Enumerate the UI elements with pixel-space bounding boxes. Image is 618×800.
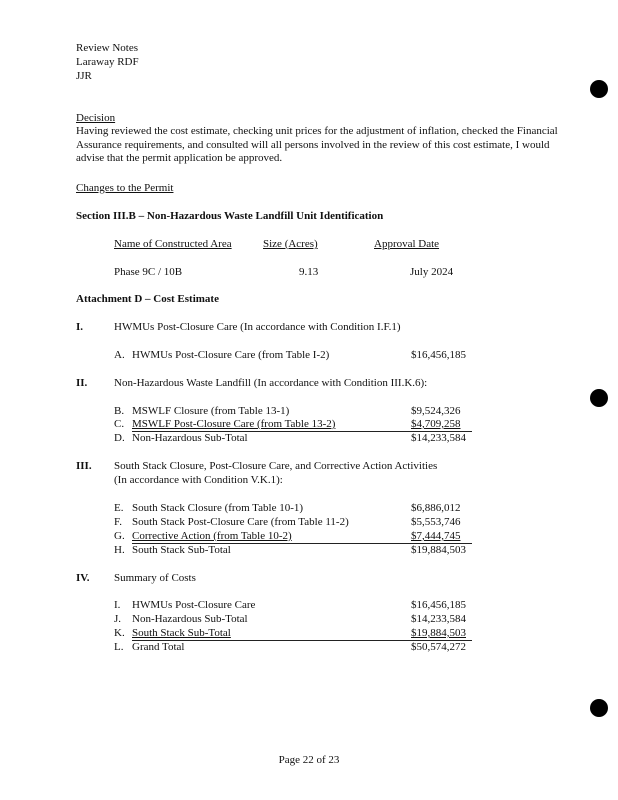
section-i-title: HWMUs Post-Closure Care (In accordance with Condition I.F.1): [114, 321, 401, 333]
item-i-label: HWMUs Post-Closure Care: [132, 599, 256, 611]
column-size-acres: Size (Acres): [263, 238, 318, 250]
page-number: Page 22 of 23: [278, 754, 340, 766]
item-c-label: MSWLF Post-Closure Care (from Table 13-2): [132, 418, 336, 430]
item-c-amount: $4,709,258: [411, 418, 461, 430]
item-h-label: South Stack Sub-Total: [132, 544, 231, 556]
item-h-letter: H.: [114, 544, 125, 556]
item-f-letter: F.: [114, 516, 122, 528]
section-iv-numeral: IV.: [76, 572, 90, 584]
item-d-amount: $14,233,584: [411, 432, 466, 444]
section-iiib-heading: Section III.B – Non-Hazardous Waste Landfill Unit Identification: [76, 210, 384, 222]
item-a-letter: A.: [114, 349, 125, 361]
item-b-label: MSWLF Closure (from Table 13-1): [132, 405, 290, 417]
row-area-name: Phase 9C / 10B: [114, 266, 183, 278]
item-k-letter: K.: [114, 627, 125, 639]
section-ii-numeral: II.: [76, 377, 88, 389]
item-d-letter: D.: [114, 432, 125, 444]
item-a-label: HWMUs Post-Closure Care (from Table I-2): [132, 349, 330, 361]
section-ii-title: Non-Hazardous Waste Landfill (In accordance with Condition III.K.6):: [114, 377, 428, 389]
hole-punch-bottom: [590, 699, 608, 717]
item-j-letter: J.: [114, 613, 122, 625]
item-i-amount: $16,456,185: [411, 599, 466, 611]
decision-heading: Decision: [76, 112, 116, 124]
item-e-label: South Stack Closure (from Table 10-1): [132, 502, 304, 514]
item-j-amount: $14,233,584: [411, 613, 466, 625]
header-line-1: Review Notes: [76, 42, 139, 54]
section-iii-title-line-1: South Stack Closure, Post-Closure Care, and Corrective Action Activities: [114, 460, 438, 472]
item-g-label: Corrective Action (from Table 10-2): [132, 530, 292, 542]
item-k-amount: $19,884,503: [411, 627, 466, 639]
item-g-amount: $7,444,745: [411, 530, 461, 542]
row-size: 9.13: [299, 266, 319, 278]
attachment-heading: Attachment D – Cost Estimate: [76, 293, 219, 305]
item-f-label: South Stack Post-Closure Care (from Table 11-2): [132, 516, 349, 528]
item-l-amount: $50,574,272: [411, 641, 466, 653]
item-e-letter: E.: [114, 502, 124, 514]
section-iii-numeral: III.: [76, 460, 92, 472]
decision-paragraph: Having reviewed the cost estimate, checking unit prices for the adjustment of inflation, checked the Financial Assurance requirements, and consulted will all persons involved in the review of this cost estimate, I would advise that the permit application be approved.: [76, 125, 558, 164]
row-approval-date: July 2024: [410, 266, 454, 278]
item-c-letter: C.: [114, 418, 125, 430]
item-l-letter: L.: [114, 641, 124, 653]
header-line-2: Laraway RDF: [76, 56, 139, 68]
item-h-amount: $19,884,503: [411, 544, 466, 556]
item-l-label: Grand Total: [132, 641, 185, 653]
column-name-of-constructed-area: Name of Constructed Area: [114, 238, 232, 250]
item-e-amount: $6,886,012: [411, 502, 461, 514]
section-i-numeral: I.: [76, 321, 84, 333]
item-a-amount: $16,456,185: [411, 349, 466, 361]
section-iv-title: Summary of Costs: [114, 572, 196, 584]
hole-punch-middle: [590, 389, 608, 407]
header-line-3: JJR: [76, 70, 92, 82]
item-b-letter: B.: [114, 405, 125, 417]
item-i-letter: I.: [114, 599, 121, 611]
item-d-label: Non-Hazardous Sub-Total: [132, 432, 248, 444]
section-iii-title-line-2: (In accordance with Condition V.K.1):: [114, 474, 283, 486]
item-g-letter: G.: [114, 530, 125, 542]
item-b-amount: $9,524,326: [411, 405, 461, 417]
item-j-label: Non-Hazardous Sub-Total: [132, 613, 248, 625]
changes-heading: Changes to the Permit: [76, 182, 174, 194]
item-k-label: South Stack Sub-Total: [132, 627, 231, 639]
item-f-amount: $5,553,746: [411, 516, 461, 528]
hole-punch-top: [590, 80, 608, 98]
column-approval-date: Approval Date: [374, 238, 440, 250]
